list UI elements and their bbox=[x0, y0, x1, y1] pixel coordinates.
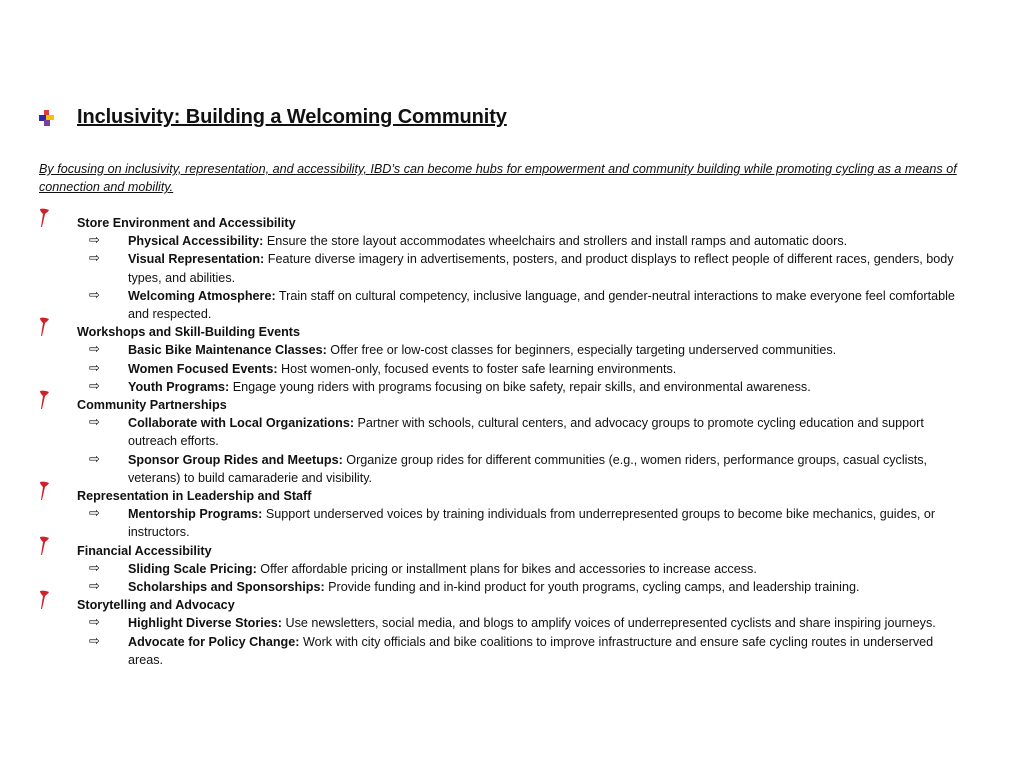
list-item bbox=[0, 341, 1024, 359]
arrow-bullet-icon: ⇨ bbox=[89, 579, 100, 595]
section bbox=[0, 323, 1024, 396]
item-label: Basic Bike Maintenance Classes: bbox=[128, 343, 327, 358]
list-item bbox=[0, 560, 1024, 578]
arrow-bullet-icon: ⇨ bbox=[89, 506, 100, 522]
item-text: Train staff on cultural competency, inclusive language, and gender-neutral interactions to make everyone feel comfortable and respected. bbox=[128, 288, 955, 322]
arrow-bullet-icon: ⇨ bbox=[89, 451, 100, 467]
item-label: Women Focused Events: bbox=[128, 361, 278, 376]
section bbox=[0, 542, 1024, 597]
section bbox=[0, 596, 1024, 669]
arrow-bullet-icon: ⇨ bbox=[89, 251, 100, 267]
list-item bbox=[0, 578, 1024, 596]
list-item bbox=[0, 378, 1024, 396]
red-flag-bullet-icon bbox=[37, 535, 51, 557]
list-item bbox=[0, 414, 1024, 450]
item-label: Highlight Diverse Stories: bbox=[128, 616, 282, 631]
item-text: Feature diverse imagery in advertisements, posters, and product displays to reflect people of different races, genders, body types, and abilities. bbox=[128, 252, 954, 285]
item-label: Physical Accessibility: bbox=[128, 234, 264, 249]
list-item bbox=[0, 287, 1024, 323]
item-label: Sliding Scale Pricing: bbox=[128, 561, 257, 576]
intro-paragraph: By focusing on inclusivity, representation, and accessibility, IBD’s can become hubs for empowerment and community building while promoting cycling as a means of connection and mobility. bbox=[39, 162, 957, 195]
section bbox=[0, 396, 1024, 487]
community-blocks-icon bbox=[39, 110, 55, 126]
section bbox=[0, 214, 1024, 323]
section-title: Representation in Leadership and Staff bbox=[77, 489, 312, 504]
red-flag-bullet-icon bbox=[37, 480, 51, 502]
item-label: Youth Programs: bbox=[128, 379, 230, 394]
sections-list bbox=[0, 214, 1024, 669]
item-label: Mentorship Programs: bbox=[128, 507, 263, 522]
item-text: Work with city officials and bike coalitions to improve infrastructure and ensure safe cycling routes in underserved areas. bbox=[128, 634, 934, 667]
item-text: Host women-only, focused events to foster safe learning environments. bbox=[277, 361, 677, 376]
list-item bbox=[0, 232, 1024, 250]
item-text: Use newsletters, social media, and blogs to amplify voices of underrepresented cyclists and share inspiring journeys. bbox=[281, 616, 936, 631]
item-text: Ensure the store layout accommodates wheelchairs and strollers and install ramps and automatic doors. bbox=[263, 234, 848, 249]
item-label: Sponsor Group Rides and Meetups: bbox=[128, 452, 343, 467]
page-title: Inclusivity: Building a Welcoming Community bbox=[77, 106, 507, 128]
item-text: Support underserved voices by training individuals from underrepresented groups to become bike mechanics, guides, or instructors. bbox=[128, 507, 936, 540]
item-text: Provide funding and in-kind product for youth programs, cycling camps, and leadership training. bbox=[324, 580, 860, 595]
arrow-bullet-icon: ⇨ bbox=[89, 378, 100, 394]
list-item bbox=[0, 505, 1024, 541]
arrow-bullet-icon: ⇨ bbox=[89, 342, 100, 358]
title-row bbox=[39, 106, 507, 129]
section-title: Storytelling and Advocacy bbox=[77, 598, 235, 613]
arrow-bullet-icon: ⇨ bbox=[89, 415, 100, 431]
list-item bbox=[0, 360, 1024, 378]
section-title: Community Partnerships bbox=[77, 398, 227, 413]
section-title: Workshops and Skill-Building Events bbox=[77, 325, 300, 340]
list-item bbox=[0, 250, 1024, 286]
red-flag-bullet-icon bbox=[37, 389, 51, 411]
item-text: Offer affordable pricing or installment plans for bikes and accessories to increase access. bbox=[256, 561, 757, 576]
arrow-bullet-icon: ⇨ bbox=[89, 560, 100, 576]
item-text: Partner with schools, cultural centers, and advocacy groups to promote cycling education and support outreach efforts. bbox=[128, 416, 924, 449]
red-flag-bullet-icon bbox=[37, 316, 51, 338]
list-item bbox=[0, 614, 1024, 632]
red-flag-bullet-icon bbox=[37, 589, 51, 611]
red-flag-bullet-icon bbox=[37, 207, 51, 229]
item-label: Visual Representation: bbox=[128, 252, 265, 267]
item-text: Engage young riders with programs focusing on bike safety, repair skills, and environmental awareness. bbox=[229, 379, 811, 394]
item-label: Scholarships and Sponsorships: bbox=[128, 580, 325, 595]
item-label: Welcoming Atmosphere: bbox=[128, 288, 276, 303]
arrow-bullet-icon: ⇨ bbox=[89, 633, 100, 649]
list-item bbox=[0, 451, 1024, 487]
item-text: Offer free or low-cost classes for beginners, especially targeting underserved communities. bbox=[326, 343, 837, 358]
item-label: Advocate for Policy Change: bbox=[128, 634, 300, 649]
section-title: Store Environment and Accessibility bbox=[77, 216, 296, 230]
section-title: Financial Accessibility bbox=[77, 543, 212, 558]
section bbox=[0, 487, 1024, 542]
arrow-bullet-icon: ⇨ bbox=[89, 615, 100, 631]
arrow-bullet-icon: ⇨ bbox=[89, 287, 100, 303]
item-text: Organize group rides for different communities (e.g., women riders, performance groups, casual cyclists, veterans) to build camaraderie and visibility. bbox=[128, 452, 928, 485]
list-item bbox=[0, 633, 1024, 669]
arrow-bullet-icon: ⇨ bbox=[89, 233, 100, 249]
item-label: Collaborate with Local Organizations: bbox=[128, 416, 355, 431]
arrow-bullet-icon: ⇨ bbox=[89, 360, 100, 376]
